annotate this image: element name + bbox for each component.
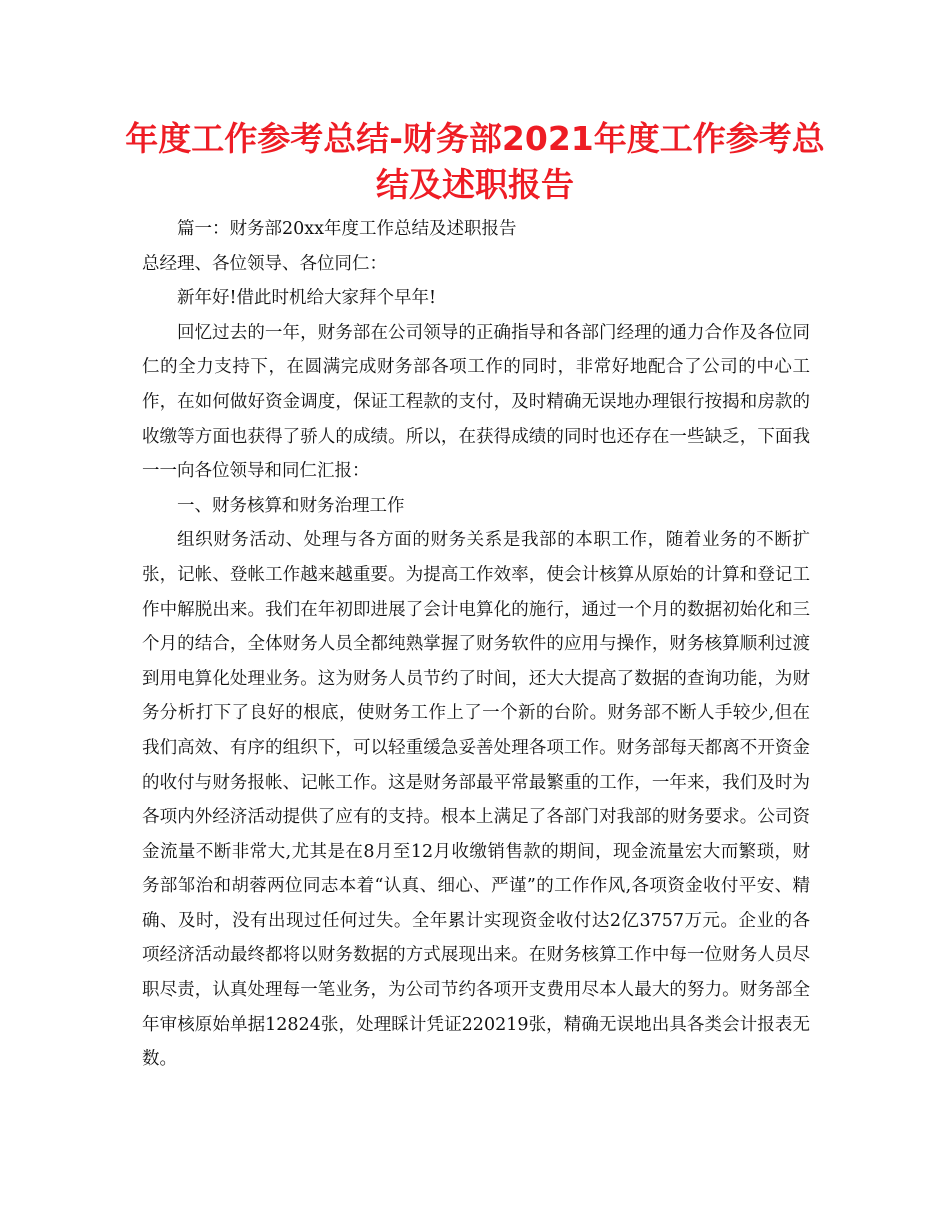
section-heading-paragraph: 篇一：财务部20xx年度工作总结及述职报告: [177, 219, 517, 239]
review-paragraph: 回忆过去的一年，财务部在公司领导的正确指导和各部门经理的通力合作及各位同仁的全力支持下，在圆满完成财务部各项工作的同时，非常好地配合了公司的中心工作，在如何做好资金调度，保证工程款的支付，及时精确无误地办理银行按揭和房款的收缴等方面也获得了骄人的成绩。所以，在获得成绩的同时也还存在一些缺乏，下面我一一向各位领导和同仁汇报：: [142, 322, 810, 482]
subsection-heading: 一、财务核算和财务治理工作: [177, 495, 405, 516]
document-body: [142, 212, 810, 1077]
accounting-work-paragraph: 组织财务活动、处理与各方面的财务关系是我部的本职工作，随着业务的不断扩张，记帐、登帐工作越来越重要。为提高工作效率，使会计核算从原始的计算和登记工作中解脱出来。我们在年初即进展了会计电算化的施行，通过一个月的数据初始化和三个月的结合，全体财务人员全都纯熟掌握了财务软件的应用与操作，财务核算顺利过渡到用电算化处理业务。这为财务人员节约了时间，还大大提高了数据的查询功能，为财务分析打下了良好的根底，使财务工作上了一个新的台阶。财务部不断人手较少,但在我们高效、有序的组织下，可以轻重缓急妥善处理各项工作。财务部每天都离不开资金的收付与财务报帐、记帐工作。这是财务部最平常最繁重的工作，一年来，我们及时为各项内外经济活动提供了应有的支持。根本上满足了各部门对我部的财务要求。公司资金流量不断非常大,尤其是在8月至12月收缴销售款的期间，现金流量宏大而繁琐，财务部邹治和胡蓉两位同志本着“认真、细心、严谨”的工作作风,各项资金收付平安、精确、及时，没有出现过任何过失。全年累计实现资金收付达2亿3757万元。企业的各项经济活动最终都将以财务数据的方式展现出来。在财务核算工作中每一位财务人员尽职尽责，认真处理每一笔业务，为公司节约各项开支费用尽本人最大的努力。财务部全年审核原始单据12824张，处理睬计凭证220219张，精确无误地出具各类会计报表无数。: [142, 530, 810, 1070]
document-title: 年度工作参考总结-财务部2021年度工作参考总结及述职报告: [125, 119, 825, 204]
salutation-paragraph: 总经理、各位领导、各位同仁：: [142, 253, 387, 274]
greeting-paragraph: 新年好!借此时机给大家拜个早年!: [177, 288, 437, 309]
